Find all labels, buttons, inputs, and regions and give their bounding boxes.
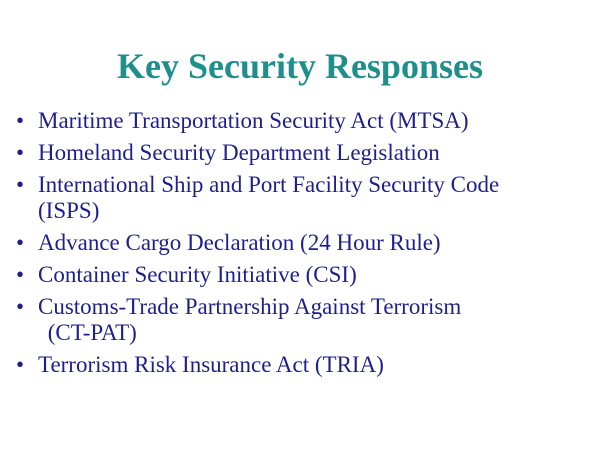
bullet-text: International Ship and Port Facility Security Code bbox=[38, 172, 500, 197]
bullet-text-continuation: (ISPS) bbox=[38, 198, 100, 223]
bullet-dot-icon: • bbox=[16, 352, 25, 377]
bullet-text: Maritime Transportation Security Act (MTSA) bbox=[38, 108, 469, 133]
bullet-dot-icon: • bbox=[16, 294, 25, 319]
bullet-text: Advance Cargo Declaration (24 Hour Rule) bbox=[38, 230, 441, 255]
bullet-item-24-hour-rule bbox=[16, 230, 596, 256]
bullet-item-ct-pat bbox=[16, 294, 596, 346]
bullet-item-tria bbox=[16, 352, 596, 378]
slide-title: Key Security Responses bbox=[117, 46, 483, 86]
bullet-dot-icon: • bbox=[16, 262, 25, 287]
bullet-item-mtsa bbox=[16, 108, 596, 134]
bullet-text: Container Security Initiative (CSI) bbox=[38, 262, 357, 287]
bullet-dot-icon: • bbox=[16, 140, 25, 165]
bullet-dot-icon: • bbox=[16, 108, 25, 133]
bullet-item-isps bbox=[16, 172, 596, 224]
bullet-text: Homeland Security Department Legislation bbox=[38, 140, 440, 165]
bullet-dot-icon: • bbox=[16, 230, 25, 255]
bullet-item-homeland bbox=[16, 140, 596, 166]
bullet-item-csi bbox=[16, 262, 596, 288]
bullet-text: Customs-Trade Partnership Against Terrorism bbox=[38, 294, 462, 319]
bullet-text: Terrorism Risk Insurance Act (TRIA) bbox=[38, 352, 384, 377]
bullet-dot-icon: • bbox=[16, 172, 25, 197]
bullet-list bbox=[16, 108, 596, 384]
bullet-text-continuation: (CT-PAT) bbox=[42, 320, 137, 345]
